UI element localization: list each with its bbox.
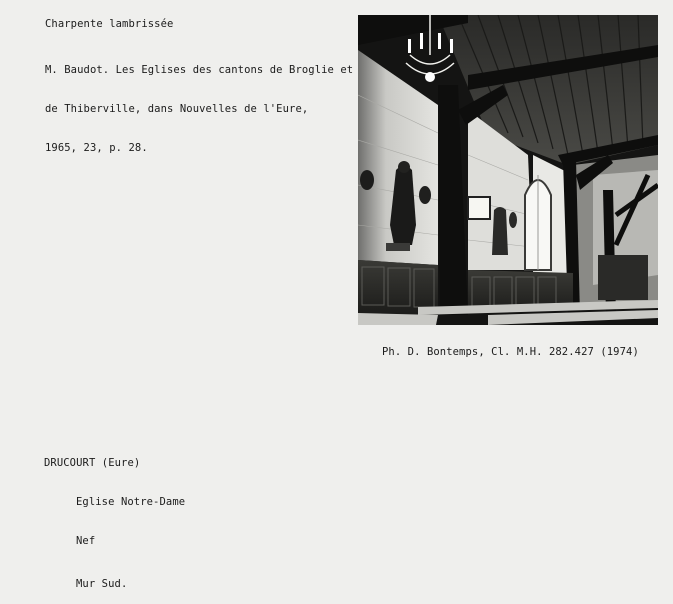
reference-line: M. Baudot. Les Eglises des cantons de Broglie et (45, 64, 354, 76)
commune-name: DRUCOURT (Eure) (44, 457, 141, 469)
location-block (44, 431, 185, 604)
reference-line: 1965, 23, p. 28. (45, 142, 148, 154)
reference-line: de Thiberville, dans Nouvelles de l'Eure, (45, 103, 309, 115)
card-title: Charpente lambrissée (45, 18, 174, 30)
building-part: Nef (76, 535, 96, 547)
photo-credit-caption: Ph. D. Bontemps, Cl. M.H. 282.427 (1974) (382, 346, 639, 358)
church-interior-photo (358, 15, 658, 325)
building-name: Eglise Notre-Dame (76, 496, 186, 508)
view-detail: Mur Sud. (76, 578, 128, 590)
bibliographic-reference (45, 38, 353, 168)
